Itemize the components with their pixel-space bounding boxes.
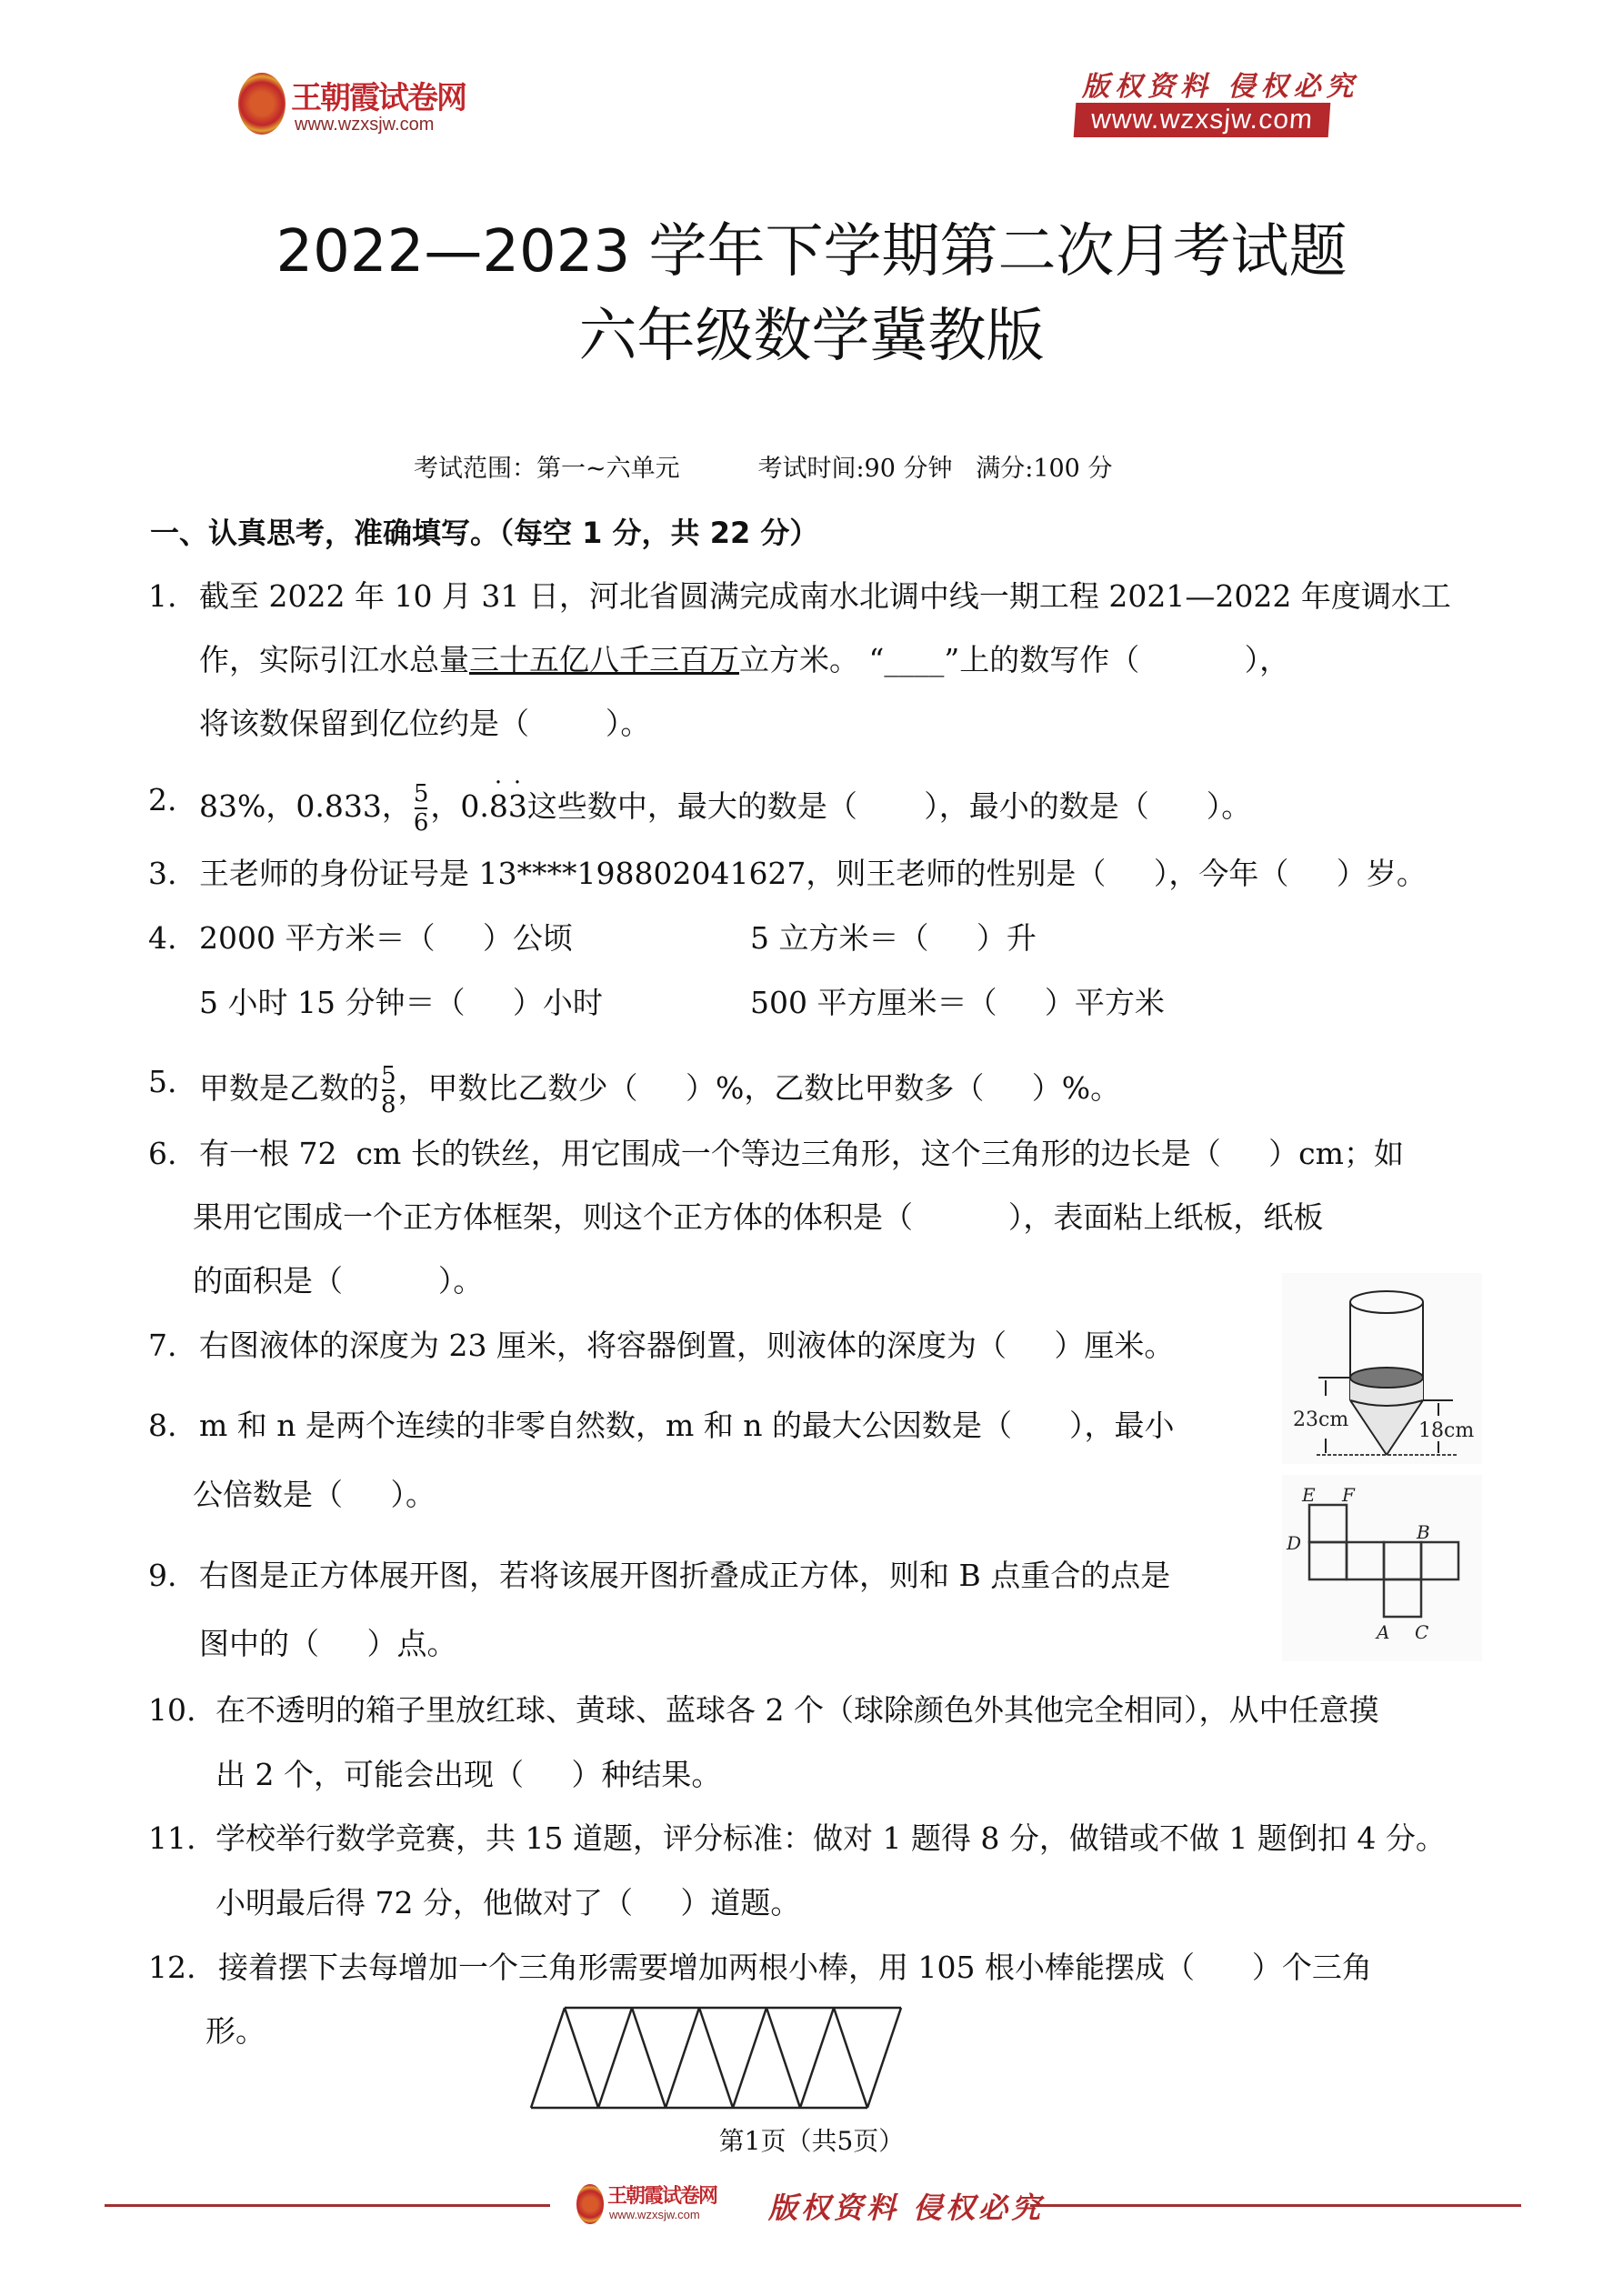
question-text: 形。 — [205, 2013, 265, 2049]
text: 作，实际引江水总量 — [199, 642, 469, 677]
question-number: 9. — [148, 1558, 177, 1593]
underlined-text: 三十五亿八千三百万 — [469, 642, 739, 677]
point-label-f: F — [1342, 1484, 1355, 1506]
question-text: 5 小时 15 分钟＝（ ）小时 — [199, 985, 603, 1020]
fraction — [381, 1064, 396, 1117]
stick — [598, 2008, 632, 2108]
copyright-slogan: 版权资料 侵权必究 — [1082, 71, 1359, 103]
repeating-digit: · 3 — [508, 788, 527, 824]
question-text: 出 2 个，可能会出现（ ）种结果。 — [215, 1757, 722, 1792]
exam-info: 考试范围：第一~六单元 考试时间:90 分钟 满分:100 分 — [414, 455, 1113, 483]
question-text: m 和 n 是两个连续的非零自然数，m 和 n 的最大公因数是（ ），最小 — [199, 1408, 1175, 1443]
cube-net-figure — [1282, 1475, 1482, 1661]
question-number: 11. — [148, 1820, 196, 1856]
denominator: 8 — [381, 1091, 396, 1118]
text: ，甲数比乙数少（ ）%，乙数比甲数多（ ）%。 — [397, 1070, 1121, 1106]
stick — [632, 2008, 666, 2108]
question-number: 1. — [148, 578, 177, 614]
question-text: 果用它围成一个正方体框架，则这个正方体的体积是（ ），表面粘上纸板，纸板 — [193, 1199, 1324, 1235]
question-text: 的面积是（ ）。 — [193, 1263, 484, 1298]
question-text: 右图液体的深度为 23 厘米，将容器倒置，则液体的深度为（ ）厘米。 — [199, 1328, 1175, 1363]
text: 这些数中，最大的数是（ ），最小的数是（ ）。 — [526, 788, 1252, 824]
question-number: 3. — [148, 856, 177, 891]
denominator: 6 — [413, 809, 429, 837]
question-text: 公倍数是（ ）。 — [193, 1477, 436, 1512]
footer-slogan: 版权资料 侵权必究 — [768, 2191, 1045, 2225]
question-number: 5. — [148, 1064, 177, 1099]
footer-logo-url: www.wzxsjw.com — [609, 2208, 700, 2221]
cone-height-label: 18cm — [1418, 1419, 1475, 1442]
url-banner[interactable]: www.wzxsjw.com — [1074, 103, 1331, 137]
stick — [666, 2008, 699, 2108]
point-label-c: C — [1415, 1621, 1429, 1643]
repeating-digit: · 8 — [489, 788, 508, 824]
question-number: 8. — [148, 1408, 177, 1443]
footer-divider-right — [1030, 2204, 1521, 2207]
container-figure — [1282, 1273, 1482, 1464]
question-text: 500 平方厘米＝（ ）平方米 — [750, 985, 1165, 1020]
question-text: 将该数保留到亿位约是（ ）。 — [199, 706, 651, 741]
question-number: 10. — [148, 1692, 196, 1728]
question-text: 2000 平方米＝（ ）公顷 — [199, 920, 573, 956]
question-text — [199, 782, 1251, 835]
fraction — [414, 782, 429, 835]
stick — [834, 2008, 867, 2108]
point-label-a: A — [1377, 1621, 1390, 1643]
question-text: 王老师的身份证号是 13****198802041627，则王老师的性别是（ ），今年（ ）岁。 — [199, 856, 1427, 891]
depth-label: 23cm — [1293, 1409, 1349, 1431]
footer-divider-left — [105, 2204, 550, 2207]
logo-url: www.wzxsjw.com — [295, 115, 435, 135]
question-number: 2. — [148, 782, 177, 817]
question-text: 截至 2022 年 10 月 31 日，河北省圆满完成南水北调中线一期工程 2021—2022 年度调水工 — [199, 578, 1451, 614]
question-number: 4. — [148, 920, 177, 956]
question-text: 5 立方米＝（ ）升 — [750, 920, 1037, 956]
question-number: 6. — [148, 1136, 177, 1171]
logo-name: 王朝霞试卷网 — [291, 80, 466, 116]
question-number: 7. — [148, 1328, 177, 1363]
question-text — [199, 1064, 1120, 1117]
stick — [766, 2008, 800, 2108]
text: 83%，0.833， — [199, 788, 412, 824]
triangle-sticks-figure — [527, 2000, 1109, 2114]
page-title: 2022—2023 学年下学期第二次月考试题 — [276, 218, 1347, 286]
numerator: 5 — [381, 1062, 396, 1089]
numerator: 5 — [413, 780, 429, 807]
stick — [733, 2008, 766, 2108]
point-label-e: E — [1302, 1484, 1316, 1506]
question-text: 小明最后得 72 分，他做对了（ ）道题。 — [215, 1885, 801, 1920]
question-text: 学校举行数学竞赛，共 15 道题，评分标准：做对 1 题得 8 分，做错或不做 1 题倒扣 4 分。 — [215, 1820, 1446, 1856]
page-subtitle: 六年级数学冀教版 — [578, 303, 1045, 370]
point-label-b: B — [1417, 1521, 1430, 1543]
page-number: 第1页（共5页） — [718, 2126, 905, 2156]
question-text: 在不透明的箱子里放红球、黄球、蓝球各 2 个（球除颜色外其他完全相同），从中任意摸 — [215, 1692, 1379, 1728]
question-text: 右图是正方体展开图，若将该展开图折叠成正方体，则和 B 点重合的点是 — [199, 1558, 1171, 1593]
footer-logo-name: 王朝霞试卷网 — [607, 2185, 717, 2208]
stick — [800, 2008, 834, 2108]
text: ，0. — [430, 788, 489, 824]
question-number: 12. — [148, 1950, 196, 1985]
stick — [699, 2008, 733, 2108]
seal-icon — [238, 73, 286, 135]
text: 立方米。 “____”上的数写作（ ）， — [739, 642, 1290, 677]
question-text — [199, 642, 1289, 678]
section-heading: 一、认真思考，准确填写。（每空 1 分，共 22 分） — [150, 516, 819, 550]
stick — [565, 2008, 598, 2108]
seal-icon — [576, 2184, 604, 2224]
question-text: 图中的（ ）点。 — [199, 1626, 457, 1661]
question-text: 有一根 72 cm 长的铁丝，用它围成一个等边三角形，这个三角形的边长是（ ）cm；如 — [199, 1136, 1404, 1171]
stick — [531, 2008, 565, 2108]
stick — [867, 2008, 901, 2108]
question-text: 接着摆下去每增加一个三角形需要增加两根小棒，用 105 根小棒能摆成（ ）个三角 — [218, 1950, 1372, 1985]
point-label-d: D — [1287, 1532, 1302, 1554]
text: 甲数是乙数的 — [199, 1070, 379, 1106]
